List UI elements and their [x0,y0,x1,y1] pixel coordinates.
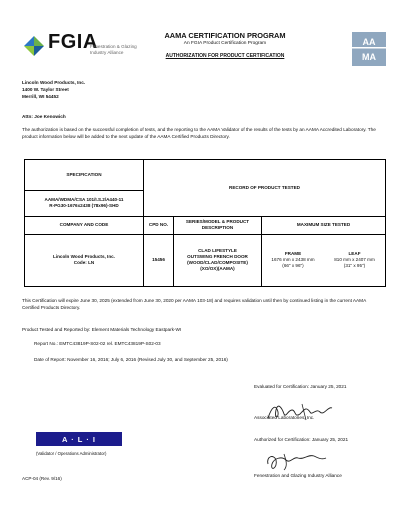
authorization-heading: AUTHORIZATION FOR PRODUCT CERTIFICATION [165,53,285,59]
address-street: 1400 W. Taylor Street [22,87,69,92]
leaf-size-imperial: (31" x 95") [343,263,366,268]
program-subtitle: An FGIA Product Certification Program [183,41,267,46]
report-number-line: Report No.: EMTC43819P-S02-02 rel. EMTC43819P-S02-03 [34,341,161,346]
row-leaf-size [324,234,385,286]
aama-logo-bottom-text: MA [362,52,376,62]
report-date-line: Date of Report: November 16, 2016; July 6, 2016 (Revised July 30, and September 25, 2016) [34,357,228,362]
fgia-logo [22,30,152,68]
col-series-header: SERIES/MODEL & PRODUCT DESCRIPTION [185,219,250,230]
col-cpd-header: CPD NO. [148,222,169,227]
spec-value-line1: AAMA/WDMA/CSA 101/I.S.2/A440-11 [44,197,124,202]
row-frame-size [262,234,324,286]
spec-header: SPECIFICATION [66,172,102,177]
tested-by-line: Product Tested and Reported by: Element Materials Technology Eastpark-WI [22,327,182,332]
row-company-code: Code: LN [73,260,95,265]
row-company-name: Lincoln Wood Products, Inc. [53,254,115,259]
frame-size-imperial: (66" x 96") [282,263,304,268]
row-series-line1: CLAD LIFESTYLE [198,248,237,253]
col-company-header: COMPANY AND CODE [59,222,109,227]
spec-value-line2: R-PG30-1676x2438 (78x96)-SHD [49,203,119,208]
frame-label: FRAME [284,251,302,256]
recipient-address [22,79,85,100]
ali-name: Associated Laboratories, Inc. [254,415,315,420]
fgia-wordmark: FGIA [48,31,98,53]
spec-value [25,190,143,216]
record-header: RECORD OF PRODUCT TESTED [229,185,300,190]
fgia-mark-icon [22,34,46,58]
fgia-signature-icon [262,450,332,474]
expiry-paragraph: This Certification will expire June 30, 2025 (extended from June 30, 2020 per AAMA 103-18) and requires validation until then by continued listing in the current AAMA Certified Products Directory. [22,298,366,310]
document-header [140,31,310,59]
address-city: Merrill, WI 54452 [22,94,59,99]
frame-size-metric: 1676 mm x 2438 mm [271,257,315,262]
aama-logo-top-text: AA [362,37,376,47]
address-company: Lincoln Wood Products, Inc. [22,80,86,85]
row-series-line3: (WOOD/CLAD/COMPOSITE) [187,260,248,265]
product-record-table [24,159,386,287]
leaf-size-metric: 810 mm x 2407 mm [334,257,375,262]
program-title: AAMA CERTIFICATION PROGRAM [164,31,286,40]
row-cpd: 15456 [152,257,165,262]
fgia-name: Fenestration and Glazing Industry Alliance [254,473,342,478]
row-company [25,234,143,286]
ali-caption: (Validator / Operations Administrator) [36,451,107,456]
aama-logo-icon [352,32,386,66]
authorized-date: Authorized for Certification: January 25, 2021 [254,437,349,442]
fgia-subtitle: Fenestration & Glazing Industry Alliance [90,44,137,55]
row-series-line4: (XO/OX)(AAMA) [200,266,235,271]
col-size-header: MAXIMUM SIZE TESTED [296,222,351,227]
intro-paragraph: The authorization is based on the successful completion of tests, and the reporting to the AAMA Validator of the results of the tests by an AAMA Accredited Laboratory. The product information below will be added to the next update of the AAMA Certified Products Directory. [22,127,376,139]
ali-logo: A · L · I [36,432,122,446]
attention-line: Attn: Joe Kenowich [22,114,66,119]
evaluated-date: Evaluated for Certification: January 25, 2021 [254,384,347,389]
row-series [174,234,261,286]
leaf-label: LEAF [348,251,361,256]
ali-signature-icon [262,398,352,426]
form-footer: ACP-04 (Rev. 9/16) [22,476,62,481]
row-series-line2: OUTSWING FRENCH DOOR [187,254,248,259]
